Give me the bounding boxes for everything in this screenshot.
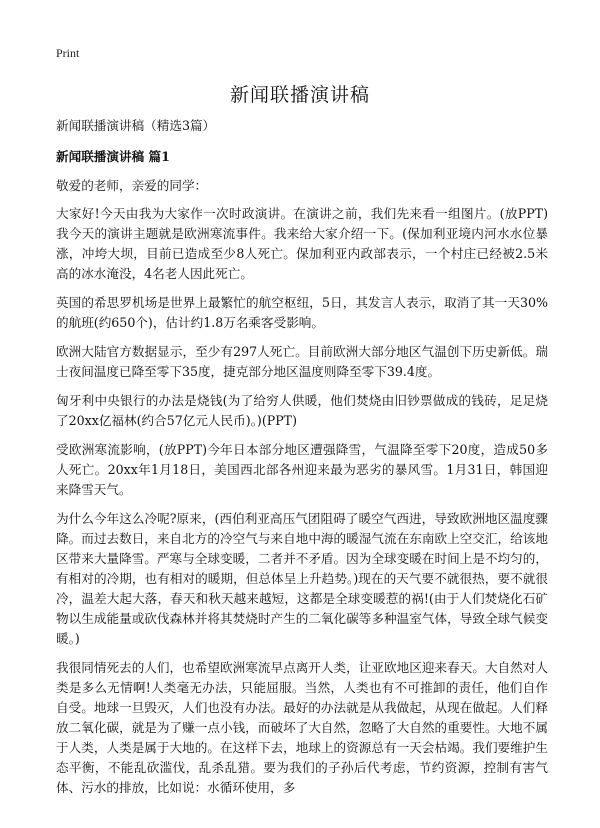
greeting-line: 敬爱的老师，亲爱的同学： [56, 178, 208, 193]
document-body [56, 116, 548, 807]
paragraph: 大家好!今天由我为大家作一次时政演讲。在演讲之前，我们先来看一组图片。(放PPT)我今天的演讲主题就是欧洲寒流事件。我来给大家介绍一下。(保加利亚境内河水水位暴涨，冲垮大坝，目前已造成至少8人死亡。保加利亚内政部表示，一个村庄已经被2.5米高的冰水淹没，4名老人因此死亡。 [56, 206, 548, 281]
paragraph: 欧洲大陆官方数据显示，至少有297人死亡。目前欧洲大部分地区气温创下历史新低。瑞士夜间温度已降至零下35度，捷克部分地区温度则降至零下39.4度。 [56, 344, 548, 379]
print-link[interactable]: Print [56, 46, 80, 60]
paragraph: 匈牙利中央银行的办法是烧钱(为了给穷人供暖，他们焚烧由旧钞票做成的钱砖，足足烧了20xx亿福林(约合57亿元人民币)。)(PPT) [56, 393, 548, 428]
paragraph: 我很同情死去的人们，也希望欧洲寒流早点离开人类，让亚欧地区迎来春天。大自然对人类是多么无情啊!人类毫无办法，只能屈服。当然，人类也有不可推卸的责任，他们自作自受。地球一旦毁灭，人们也没有办法。最好的办法就是从我做起，从现在做起。人们释放二氧化碳，就是为了赚一点小钱，而破坏了大自然，忽略了大自然的重要性。大地不属于人类，人类是属于大地的。在这样下去，地球上的资源总有一天会枯竭。我们要维护生态平衡，不能乱砍滥伐，乱杀乱猎。要为我们的子孙后代考虑，节约资源，控制有害气体、污水的排放，比如说：水循环使用，多 [56, 660, 548, 795]
section-heading: 新闻联播演讲稿 篇1 [56, 149, 170, 164]
paragraph: 为什么今年这么冷呢?原来，(西伯利亚高压气团阻碍了暖空气西进，导致欧洲地区温度骤降。而过去数日，来自北方的冷空气与来自地中海的暖湿气流在东南欧上空交汇，给该地区带来大量降雪。严寒与全球变暖，二者并不矛盾。因为全球变暖在时间上是不均匀的，有相对的冷期，也有相对的暖期，但总体呈上升趋势。)现在的天气要不就很热，要不就很冷，温差大起大落，春天和秋天越来越短，这都是全球变暖惹的祸!(由于人们焚烧化石矿物以生成能量或砍伐森林并将其焚烧时产生的二氧化碳等多种温室气体，导致全球气候变暖。) [56, 511, 548, 646]
document-title: 新闻联播演讲稿 [229, 84, 370, 106]
paragraph: 英国的希思罗机场是世界上最繁忙的航空枢纽，5日，其发言人表示，取消了其一天30%的航班(约650个)，估计约1.8万名乘客受影响。 [56, 295, 548, 330]
document-subtitle: 新闻联播演讲稿（精选3篇） [56, 118, 216, 133]
paragraph: 受欧洲寒流影响，(放PPT)今年日本部分地区遭强降雪，气温降至零下20度，造成50多人死亡。20xx年1月18日，美国西北部各州迎来最为恶劣的暴风雪。1月31日，韩国迎来降雪天气。 [56, 442, 548, 497]
